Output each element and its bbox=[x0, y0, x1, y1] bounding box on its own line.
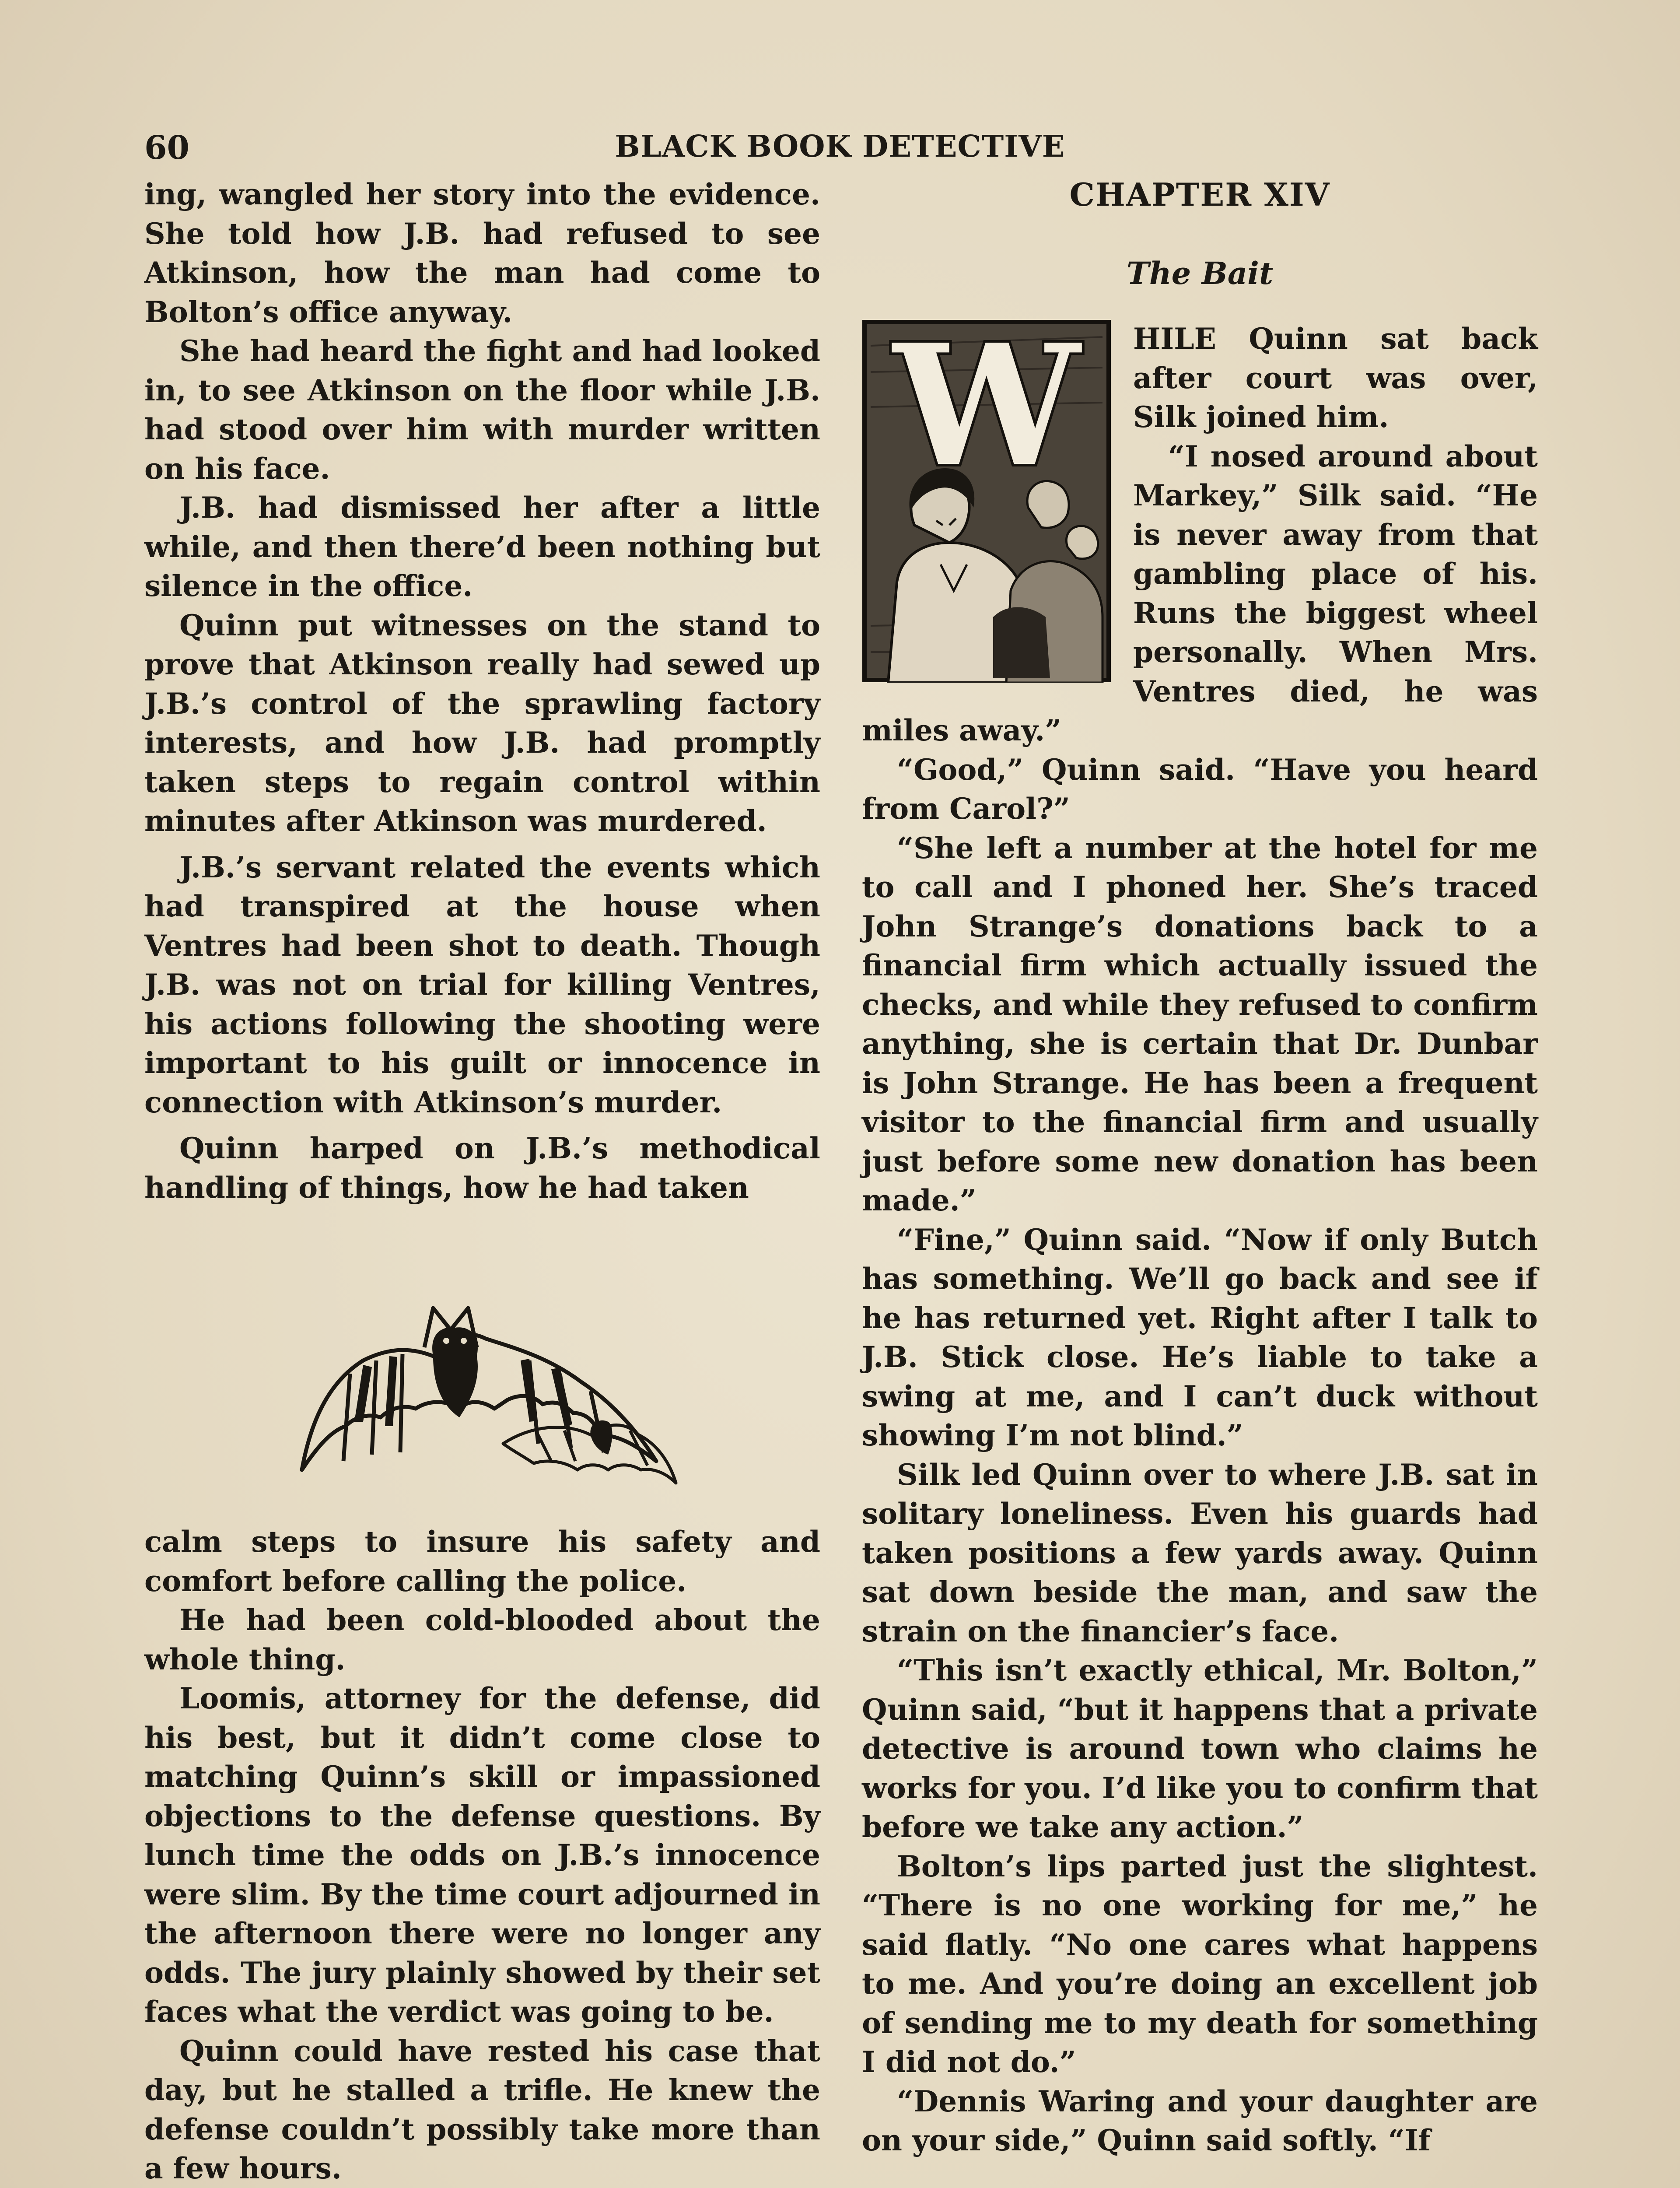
chapter-title: CHAPTER XIV bbox=[1069, 176, 1330, 213]
paragraph: Quinn could have rested his case that day, but he stalled a trifle. He knew the defense couldn’t possibly take more than a few hours. bbox=[144, 2034, 820, 2185]
page-number: 60 bbox=[144, 129, 189, 167]
paragraph: “Fine,” Quinn said. “Now if only Butch has something. We’ll go back and see if he has returned yet. Right after I talk to J.B. Stick close. He’s liable to take a swing at me, and I can’t duck without showing I’m not blind.” bbox=[862, 1222, 1538, 1452]
paragraph: “I nosed around about Markey,” Silk said. “He is never away from that gambling place of his. Runs the biggest wheel personally. When Mrs. Ventres died, he was miles away.” bbox=[862, 439, 1538, 747]
paragraph: Loomis, attorney for the defense, did his best, but it didn’t come close to matching Quinn’s skill or impassioned objections to the defense questions. By lunch time the odds on J.B.’s innocence were slim. By the time court adjourned in the afternoon there were no longer any odds. The jury plainly showed by their set faces what the verdict was going to be. bbox=[144, 1681, 820, 2029]
paragraph: “Good,” Quinn said. “Have you heard from Carol?” bbox=[862, 752, 1538, 826]
right-column bbox=[862, 175, 1538, 2160]
chapter-subtitle: The Bait bbox=[1126, 255, 1274, 291]
paragraph: J.B. had dismissed her after a little while, and then there’d been nothing but silence in the office. bbox=[144, 491, 820, 603]
paragraph: She had heard the fight and had looked in, to see Atkinson on the floor while J.B. had stood over him with murder written on his face. bbox=[144, 334, 820, 486]
bat-icon bbox=[144, 1216, 820, 1505]
paragraph: “She left a number at the hotel for me to call and I phoned her. She’s traced John Strange’s donations back to a financial firm which actually issued the checks, and while they refused to confirm anything, she is certain that Dr. Dunbar is John Strange. He has been a frequent visitor to the financial firm and usually just before some new donation has been made.” bbox=[862, 831, 1538, 1217]
paragraph: HILE Quinn sat back after court was over, Silk joined him. bbox=[1133, 322, 1538, 434]
paragraph: J.B.’s servant related the events which had transpired at the house when Ventres had been shot to death. Though J.B. was not on trial for killing Ventres, his actions following the shooting were important to his guilt or innocence in connection with Atkinson’s murder. bbox=[144, 850, 820, 1119]
page-header bbox=[144, 129, 1536, 168]
left-column bbox=[144, 175, 820, 2188]
paragraph: Quinn put witnesses on the stand to prove that Atkinson really had sewed up J.B.’s control of the sprawling factory interests, and how J.B. had promptly taken steps to regain control within minutes after Atkinson was murdered. bbox=[144, 608, 820, 838]
paragraph: He had been cold-blooded about the whole thing. bbox=[144, 1603, 820, 1676]
paragraph: “This isn’t exactly ethical, Mr. Bolton,” Quinn said, “but it happens that a private detective is around town who claims he works for you. I’d like you to confirm that before we take any action.” bbox=[862, 1653, 1538, 1844]
drop-cap-illustration bbox=[862, 319, 1111, 683]
paragraph: calm steps to insure his safety and comfort before calling the police. bbox=[144, 1525, 820, 1598]
paragraph: ing, wangled her story into the evidence. She told how J.B. had refused to see Atkinson, how the man had come to Bolton’s office anyway. bbox=[144, 177, 820, 329]
running-head: BLACK BOOK DETECTIVE bbox=[615, 129, 1065, 164]
drop-cap-letter bbox=[891, 319, 1083, 503]
paragraph: “Dennis Waring and your daughter are on your side,” Quinn said softly. “If bbox=[862, 2084, 1538, 2157]
paragraph: Bolton’s lips parted just the slightest. “There is no one working for me,” he said flatly. “No one cares what happens to me. And you’re doing an excellent job of sending me to my death for something I did not do.” bbox=[862, 1849, 1538, 2079]
paragraph: Quinn harped on J.B.’s methodical handling of things, how he had taken bbox=[144, 1131, 820, 1205]
svg-text:W: W bbox=[893, 319, 1080, 503]
paragraph: Silk led Quinn over to where J.B. sat in solitary loneliness. Even his guards had taken positions a few yards away. Quinn sat down beside the man, and saw the strain on the financier’s face. bbox=[862, 1457, 1538, 1648]
